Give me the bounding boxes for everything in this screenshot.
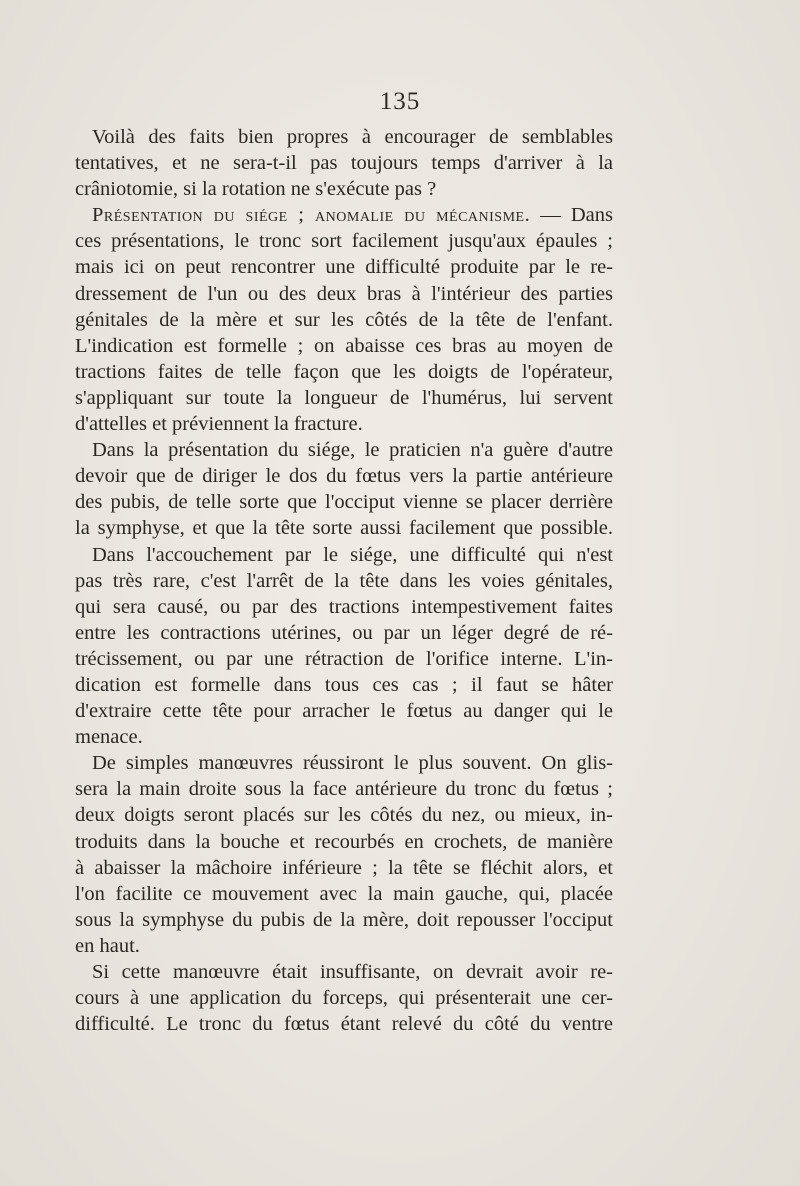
text-line: d'attelles et préviennent la fracture. xyxy=(75,413,363,436)
text-line: qui sera causé, ou par des tractions intempestivement faites xyxy=(75,595,613,618)
text-line: génitales de la mère et sur les côtés de la tête de l'enfant. xyxy=(75,308,613,331)
body-text xyxy=(75,124,613,1037)
text-line: Dans la présentation du siége, le praticien n'a guère d'autre xyxy=(92,439,613,462)
text-line: à abaisser la mâchoire inférieure ; la tête se fléchit alors, et xyxy=(75,856,613,879)
text-line: dication est formelle dans tous ces cas ; il faut se hâter xyxy=(75,673,613,696)
text-line: sera la main droite sous la face antérieure du tronc du fœtus ; xyxy=(75,778,613,801)
text-line: deux doigts seront placés sur les côtés du nez, ou mieux, in- xyxy=(75,804,613,827)
text-line: entre les contractions utérines, ou par un léger degré de ré- xyxy=(75,621,613,644)
text-line: dressement de l'un ou des deux bras à l'intérieur des parties xyxy=(75,282,613,305)
text-line: d'extraire cette tête pour arracher le fœtus au danger qui le xyxy=(75,700,613,723)
text-line: Voilà des faits bien propres à encourager de semblables xyxy=(92,126,613,148)
text-line: crâniotomie, si la rotation ne s'exécute pas ? xyxy=(75,178,437,201)
text-line: l'on facilite ce mouvement avec la main gauche, qui, placée xyxy=(75,882,613,905)
page-number: 135 xyxy=(379,88,421,115)
text-line: ces présentations, le tronc sort facilement jusqu'aux épaules ; xyxy=(75,230,613,253)
text-line: en haut. xyxy=(75,934,140,957)
text-line: devoir que de diriger le dos du fœtus vers la partie antérieure xyxy=(75,465,613,488)
text-line: Dans l'accouchement par le siége, une difficulté qui n'est xyxy=(92,543,613,566)
text-line: menace. xyxy=(75,726,143,749)
text-line: sous la symphyse du pubis de la mère, doit repousser l'occiput xyxy=(75,908,613,931)
text-line: mais ici on peut rencontrer une difficulté produite par le re- xyxy=(75,256,613,279)
text-line: trécissement, ou par une rétraction de l'orifice interne. L'in- xyxy=(75,647,613,670)
section-heading: Présentation du siége ; anomalie du mécanisme. xyxy=(92,204,531,227)
text-line: des pubis, de telle sorte que l'occiput vienne se placer derrière xyxy=(75,491,613,514)
text-line: pas très rare, c'est l'arrêt de la tête dans les voies génitales, xyxy=(75,569,613,592)
text-line: De simples manœuvres réussiront le plus souvent. On glis- xyxy=(92,752,613,775)
heading-continuation: — Dans xyxy=(530,204,614,227)
text-line: la symphyse, et que la tête sorte aussi facilement que possible. xyxy=(75,517,613,540)
text-line: L'indication est formelle ; on abaisse ces bras au moyen de xyxy=(75,334,613,357)
text-line: Si cette manœuvre était insuffisante, on devrait avoir re- xyxy=(92,961,613,983)
text-line: tractions faites de telle façon que les doigts de l'opérateur, xyxy=(75,360,613,383)
text-line: cours à une application du forceps, qui présenterait une cer- xyxy=(75,987,613,1010)
text-line: s'appliquant sur toute la longueur de l'humérus, lui servent xyxy=(75,386,613,409)
text-line: tentatives, et ne sera-t-il pas toujours temps d'arriver à la xyxy=(75,152,613,175)
text-line xyxy=(75,202,613,228)
text-line: difficulté. Le tronc du fœtus étant relevé du côté du ventre xyxy=(75,1013,613,1036)
text-line: troduits dans la bouche et recourbés en crochets, de manière xyxy=(75,830,613,853)
